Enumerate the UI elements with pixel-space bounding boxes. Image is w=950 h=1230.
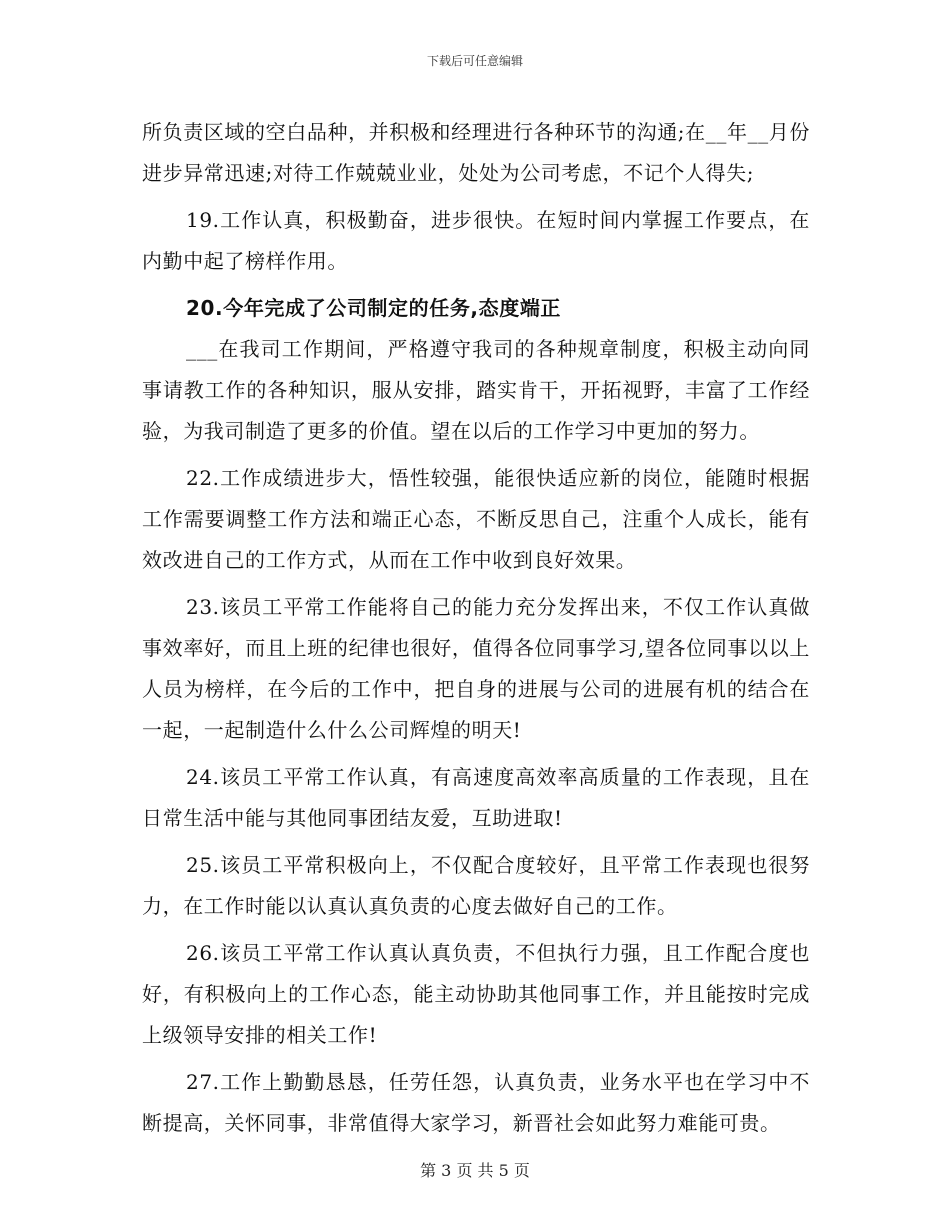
paragraph-item-19: 19.工作认真，积极勤奋，进步很快。在短时间内掌握工作要点，在内勤中起了榜样作用。	[142, 208, 810, 273]
page-footer-page-number: 第 3 页 共 5 页	[420, 1161, 530, 1180]
document-body	[142, 112, 810, 1150]
paragraph-item-27: 27.工作上勤勤恳恳，任劳任怨，认真负责，业务水平也在学习中不断提高，关怀同事，非常值得大家学习，新晋社会如此努力难能可贵。	[142, 1070, 810, 1135]
page-header: 下载后可任意编辑	[426, 54, 523, 68]
paragraph-item-26: 26.该员工平常工作认真认真负责，不但执行力强，且工作配合度也好，有积极向上的工作心态，能主动协助其他同事工作，并且能按时完成上级领导安排的相关工作!	[142, 941, 810, 1047]
paragraph-item-25: 25.该员工平常积极向上，不仅配合度较好，且平常工作表现也很努力，在工作时能以认真认真负责的心度去做好自己的工作。	[142, 853, 810, 918]
paragraph-item-21: ___在我司工作期间，严格遵守我司的各种规章制度，积极主动向同事请教工作的各种知识，服从安排，踏实肯干，开拓视野，丰富了工作经验，为我司制造了更多的价值。望在以后的工作学习中更加的努力。	[142, 337, 810, 443]
paragraph-item-24: 24.该员工平常工作认真，有高速度高效率高质量的工作表现，且在日常生活中能与其他同事团结友爱，互助进取!	[142, 765, 810, 830]
section-heading-20: 20.今年完成了公司制定的任务,态度端正	[186, 296, 562, 320]
paragraph-continued: 所负责区域的空白品种，并积极和经理进行各种环节的沟通;在__年__月份进步异常迅速;对待工作兢兢业业，处处为公司考虑，不记个人得失;	[142, 120, 810, 185]
paragraph-item-22: 22.工作成绩进步大，悟性较强，能很快适应新的岗位，能随时根据工作需要调整工作方法和端正心态，不断反思自己，注重个人成长，能有效改进自己的工作方式，从而在工作中收到良好效果。	[142, 466, 810, 572]
paragraph-item-23: 23.该员工平常工作能将自己的能力充分发挥出来，不仅工作认真做事效率好，而且上班的纪律也很好，值得各位同事学习,望各位同事以以上人员为榜样，在今后的工作中，把自身的进展与公司的进展有机的结合在一起，一起制造什么什么公司辉煌的明天!	[142, 595, 810, 742]
